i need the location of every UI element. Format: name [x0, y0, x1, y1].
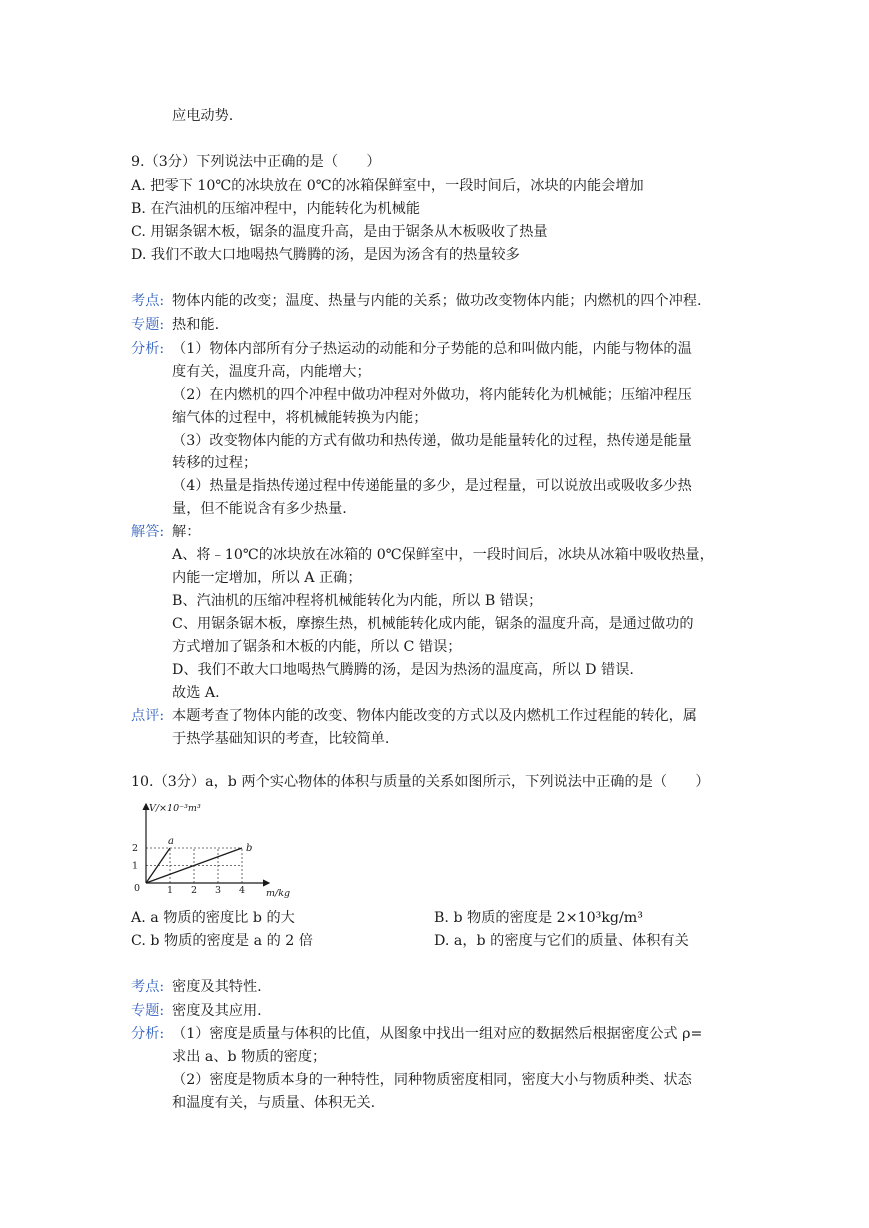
q10-kaodian-label: 考点: — [131, 979, 165, 995]
q10-fenxi-label: 分析: — [131, 1026, 165, 1042]
series-label-a: a — [168, 836, 174, 847]
q9-option-d: D. 我们不敢大口地喝热气腾腾的汤，是因为汤含有的热量较多 — [131, 247, 520, 263]
x-axis-label: m/kg — [266, 888, 291, 898]
q9-zhuanti: 热和能. — [172, 317, 220, 333]
q9-zhuanti-label: 专题: — [131, 317, 165, 333]
q9-fenxi-line: 缩气体的过程中，将机械能转换为内能； — [172, 410, 428, 426]
q10-kaodian: 密度及其特性. — [172, 979, 262, 995]
q9-jieda-line: 方式增加了锯条和木板的内能，所以 C 错误； — [172, 639, 462, 655]
q10-fenxi-line: 和温度有关，与质量、体积无关. — [172, 1095, 376, 1111]
q9-jieda-label: 解答: — [131, 524, 165, 540]
q10-option-a: A. a 物质的密度比 b 的大 — [131, 910, 295, 926]
x-tick-label: 4 — [239, 885, 246, 896]
q9-fenxi-line: 量，但不能说含有多少热量. — [172, 501, 347, 517]
q9-option-c: C. 用锯条锯木板，锯条的温度升高，是由于锯条从木板吸收了热量 — [131, 224, 548, 240]
volume-mass-chart — [126, 800, 296, 898]
q9-jieda-line: 内能一定增加，所以 A 正确； — [172, 570, 362, 586]
q10-option-b: B. b 物质的密度是 2×10³kg/m³ — [434, 910, 643, 926]
q9-jieda-line: A、将﹣10℃的冰块放在冰箱的 0℃保鲜室中，一段时间后，冰块从冰箱中吸收热量， — [172, 547, 714, 563]
q9-jieda-line: 故选 A. — [172, 685, 220, 701]
q9-dianping-line: 于热学基础知识的考查，比较简单. — [172, 731, 390, 747]
q10-stem: 10.（3分）a，b 两个实心物体的体积与质量的关系如图所示，下列说法中正确的是（ ） — [131, 774, 710, 790]
y-tick-label: 2 — [132, 843, 139, 854]
x-tick-label: 1 — [167, 885, 174, 896]
prev-answer-tail: 应电动势. — [172, 108, 234, 124]
q9-fenxi-line: （4）热量是指热传递过程中传递能量的多少，是过程量，可以说放出或吸收多少热 — [172, 478, 692, 494]
q9-fenxi-label: 分析: — [131, 341, 165, 357]
q10-zhuanti: 密度及其应用. — [172, 1003, 262, 1019]
x-tick-label: 3 — [215, 885, 222, 896]
q9-jieda-line: 解： — [172, 524, 201, 540]
q9-fenxi-line: 度有关，温度升高，内能增大； — [172, 364, 371, 380]
q10-option-c: C. b 物质的密度是 a 的 2 倍 — [131, 933, 313, 949]
y-tick-label: 1 — [132, 860, 139, 872]
q9-fenxi-line: 转移的过程； — [172, 455, 258, 471]
q9-fenxi-line: （1）物体内部所有分子热运动的动能和分子势能的总和叫做内能，内能与物体的温 — [172, 341, 692, 357]
y-axis-label: V/×10⁻³m³ — [149, 803, 201, 814]
q9-jieda-line: C、用锯条锯木板，摩擦生热，机械能转化成内能，锯条的温度升高，是通过做功的 — [172, 616, 694, 632]
q9-option-b: B. 在汽油机的压缩冲程中，内能转化为机械能 — [131, 201, 421, 217]
q9-stem: 9.（3分）下列说法中正确的是（ ） — [131, 154, 381, 170]
q9-dianping-label: 点评: — [131, 708, 165, 724]
q9-option-a: A. 把零下 10℃的冰块放在 0℃的冰箱保鲜室中，一段时间后，冰块的内能会增加 — [131, 178, 644, 194]
q10-fenxi-line: （1）密度是质量与体积的比值，从图象中找出一组对应的数据然后根据密度公式 ρ= — [172, 1026, 703, 1042]
x-tick-label: 2 — [191, 885, 198, 896]
origin-label: 0 — [134, 883, 141, 894]
q9-fenxi-line: （2）在内燃机的四个冲程中做功冲程对外做功，将内能转化为机械能；压缩冲程压 — [172, 387, 692, 403]
q10-option-d: D. a，b 的密度与它们的质量、体积有关 — [434, 933, 689, 949]
q10-fenxi-line: 求出 a、b 物质的密度； — [172, 1049, 327, 1065]
q9-jieda-line: B、汽油机的压缩冲程将机械能转化为内能，所以 B 错误； — [172, 593, 543, 609]
q10-zhuanti-label: 专题: — [131, 1003, 165, 1019]
q9-jieda-line: D、我们不敢大口地喝热气腾腾的汤，是因为热汤的温度高，所以 D 错误. — [172, 662, 634, 678]
q9-fenxi-line: （3）改变物体内能的方式有做功和热传递，做功是能量转化的过程，热传递是能量 — [172, 433, 692, 449]
series-label-b: b — [246, 843, 253, 854]
q9-kaodian-label: 考点: — [131, 293, 165, 309]
q9-kaodian: 物体内能的改变；温度、热量与内能的关系；做功改变物体内能；内燃机的四个冲程. — [172, 293, 702, 309]
q10-fenxi-line: （2）密度是物质本身的一种特性，同种物质密度相同，密度大小与物质种类、状态 — [172, 1072, 692, 1088]
q9-dianping-line: 本题考查了物体内能的改变、物体内能改变的方式以及内燃机工作过程能的转化，属 — [172, 708, 697, 724]
